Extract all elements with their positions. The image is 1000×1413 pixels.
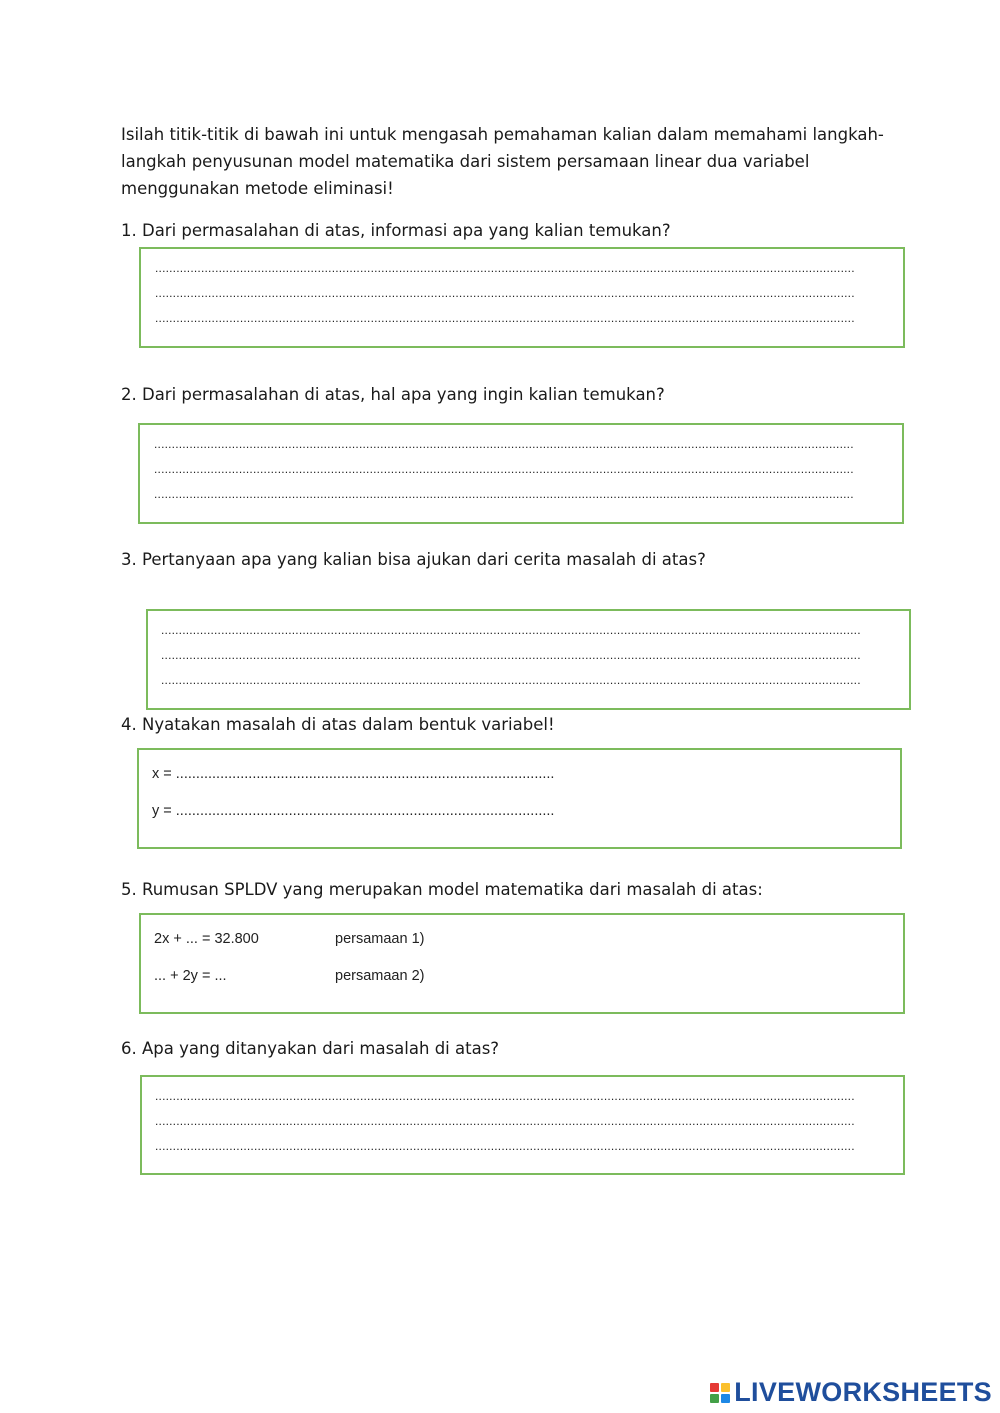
- question-2: 2. Dari permasalahan di atas, hal apa yang ingin kalian temukan?: [121, 385, 665, 404]
- variable-y-field[interactable]: y = ..............................................................................................: [152, 803, 555, 819]
- answer-box-2[interactable]: [138, 423, 904, 524]
- logo-mark-icon: [710, 1383, 730, 1403]
- equation-1[interactable]: 2x + ... = 32.800: [154, 931, 259, 947]
- answer-line[interactable]: ......................................................................................................................................................................................................: [161, 673, 861, 687]
- answer-line[interactable]: ......................................................................................................................................................................................................: [154, 437, 854, 451]
- question-4: 4. Nyatakan masalah di atas dalam bentuk variabel!: [121, 715, 555, 734]
- answer-line[interactable]: ......................................................................................................................................................................................................: [155, 311, 855, 325]
- question-5: 5. Rumusan SPLDV yang merupakan model matematika dari masalah di atas:: [121, 880, 763, 899]
- answer-box-5[interactable]: [139, 913, 905, 1014]
- answer-line[interactable]: ......................................................................................................................................................................................................: [154, 462, 854, 476]
- equation-2-label: persamaan 2): [335, 968, 425, 984]
- variable-x-field[interactable]: x = ..............................................................................................: [152, 766, 555, 782]
- logo-text: LIVEWORKSHEETS: [734, 1377, 992, 1407]
- question-3: 3. Pertanyaan apa yang kalian bisa ajukan dari cerita masalah di atas?: [121, 550, 706, 569]
- answer-line[interactable]: ......................................................................................................................................................................................................: [155, 1089, 855, 1103]
- answer-line[interactable]: ......................................................................................................................................................................................................: [155, 1139, 855, 1153]
- question-6: 6. Apa yang ditanyakan dari masalah di atas?: [121, 1039, 500, 1058]
- answer-line[interactable]: ......................................................................................................................................................................................................: [155, 261, 855, 275]
- answer-line[interactable]: ......................................................................................................................................................................................................: [161, 623, 861, 637]
- answer-box-6[interactable]: [140, 1075, 905, 1175]
- question-1: 1. Dari permasalahan di atas, informasi apa yang kalian temukan?: [121, 221, 671, 240]
- answer-line[interactable]: ......................................................................................................................................................................................................: [161, 648, 861, 662]
- answer-line[interactable]: ......................................................................................................................................................................................................: [154, 487, 854, 501]
- answer-box-3[interactable]: [146, 609, 911, 710]
- answer-line[interactable]: ......................................................................................................................................................................................................: [155, 1114, 855, 1128]
- answer-line[interactable]: ......................................................................................................................................................................................................: [155, 286, 855, 300]
- answer-box-4[interactable]: [137, 748, 902, 849]
- equation-1-label: persamaan 1): [335, 931, 425, 947]
- instructions-text: Isilah titik-titik di bawah ini untuk mengasah pemahaman kalian dalam memahami langkah-langkah penyusunan model matematika dari sistem persamaan linear dua variabel menggunakan metode eliminasi!: [121, 125, 884, 198]
- equation-2[interactable]: ... + 2y = ...: [154, 968, 227, 984]
- answer-box-1[interactable]: [139, 247, 905, 348]
- liveworksheets-logo: [710, 1377, 992, 1408]
